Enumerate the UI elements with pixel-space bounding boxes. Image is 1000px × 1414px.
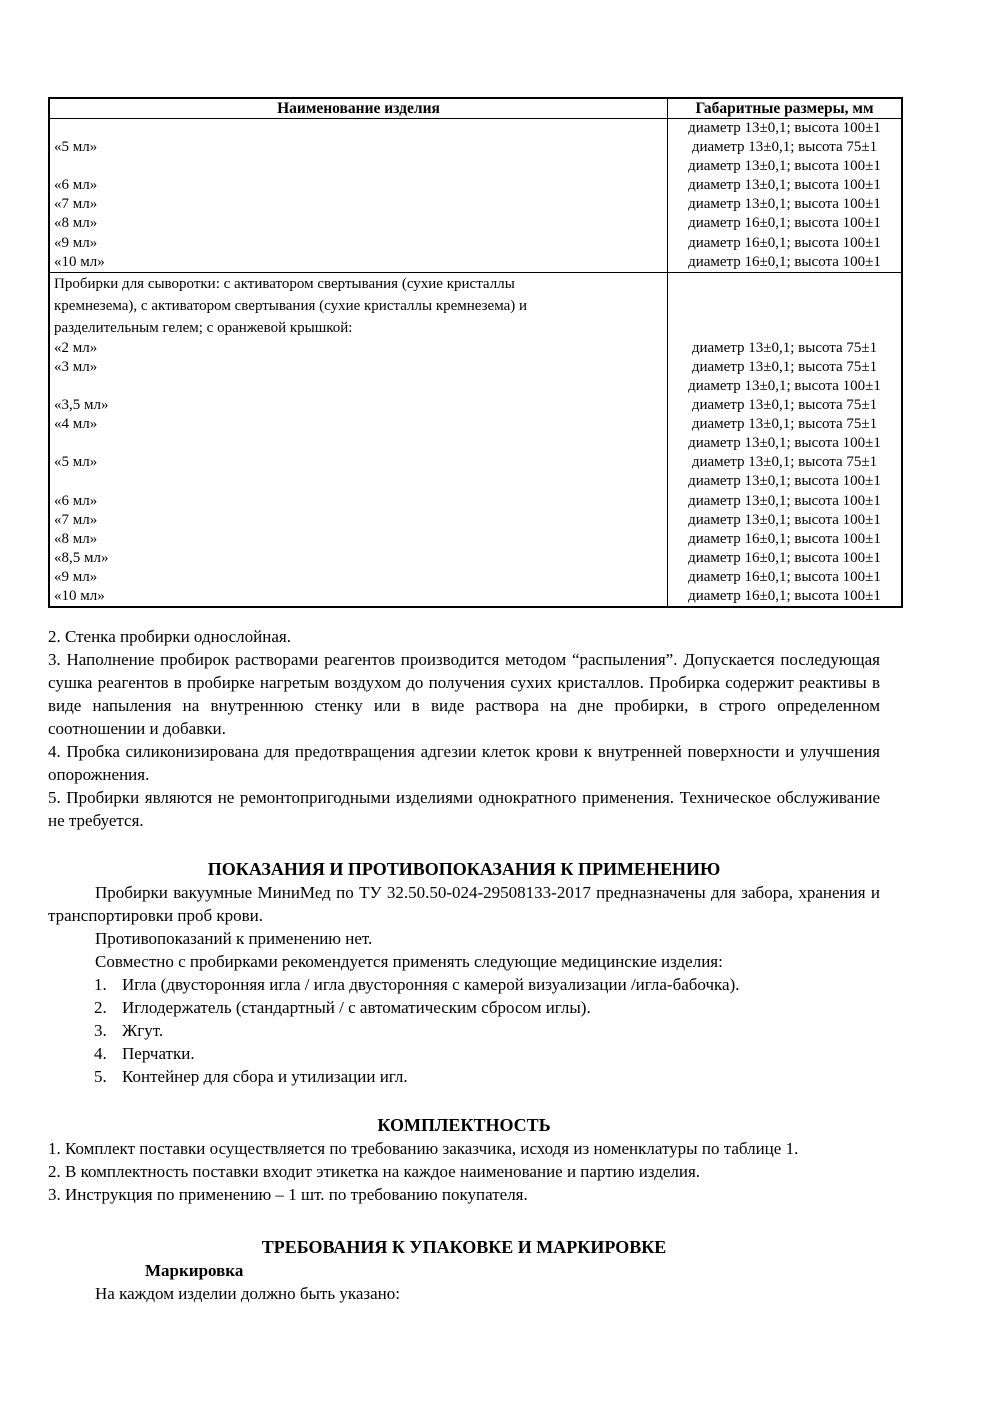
list-item-text: Контейнер для сбора и утилизации игл. [122, 1067, 408, 1087]
list-item-number: 4. [94, 1044, 107, 1064]
product-name-cell: «4 мл» [54, 416, 98, 433]
list-item-number: 1. [94, 975, 107, 995]
products-table [48, 97, 903, 608]
dimensions-cell: диаметр 13±0,1; высота 100±1 [688, 473, 881, 490]
packaging-section [48, 1236, 880, 1305]
features-paragraph-5: 5. Пробирки являются не ремонтопригодными изделиями однократного применения. Техническое обслуживание не требуется. [48, 788, 880, 831]
dimensions-cell: диаметр 16±0,1; высота 100±1 [688, 568, 881, 585]
list-item-number: 5. [94, 1067, 107, 1087]
dimensions-cell: диаметр 13±0,1; высота 75±1 [691, 358, 878, 375]
dimensions-cell: диаметр 13±0,1; высота 75±1 [691, 339, 878, 356]
completeness-item-1: 1. Комплект поставки осуществляется по требованию заказчика, исходя из номенклатуры по таблице 1. [48, 1139, 799, 1159]
product-name-cell [54, 119, 667, 138]
dimensions-cell: диаметр 13±0,1; высота 100±1 [688, 120, 881, 136]
empty-cell [668, 273, 901, 339]
product-name-cell: «10 мл» [54, 253, 105, 270]
product-name-cell: «5 мл» [54, 454, 98, 471]
dimensions-cell: диаметр 16±0,1; высота 100±1 [688, 253, 881, 270]
product-name-cell: «7 мл» [54, 196, 98, 213]
product-name-cell: «8,5 мл» [54, 549, 109, 566]
features-paragraph-3: 3. Наполнение пробирок растворами реагентов производится методом “распыления”. Допускается последующая сушка реагентов в пробирке нагретым воздухом до получения сухих кристаллов. Пробирка содержит реактивы в виде напыления на внутреннюю стенку или в виде раствора на дне пробирки, в строго определенном соотношении и добавки. [48, 650, 880, 739]
indications-paragraph-3: Совместно с пробирками рекомендуется применять следующие медицинские изделия: [95, 952, 723, 972]
indications-paragraph-2: Противопоказаний к применению нет. [95, 929, 373, 949]
table-header-row [50, 99, 901, 119]
dimensions-cell: диаметр 13±0,1; высота 100±1 [688, 196, 881, 213]
dimensions-cell: диаметр 13±0,1; высота 100±1 [688, 377, 881, 394]
list-item-text: Иглодержатель (стандартный / с автоматическим сбросом иглы). [122, 998, 591, 1018]
list-item [48, 1042, 880, 1065]
recommended-devices-list [48, 973, 880, 1088]
dimensions-column [668, 119, 901, 272]
dimensions-cell: диаметр 16±0,1; высота 100±1 [688, 530, 881, 547]
dimensions-cell: диаметр 13±0,1; высота 100±1 [688, 177, 881, 194]
dimensions-cell: диаметр 13±0,1; высота 75±1 [691, 416, 878, 433]
packaging-heading: ТРЕБОВАНИЯ К УПАКОВКЕ И МАРКИРОВКЕ [261, 1237, 667, 1258]
completeness-item-2: 2. В комплектность поставки входит этикетка на каждое наименование и партию изделия. [48, 1162, 701, 1182]
product-name-cell: «3 мл» [54, 358, 98, 375]
dimensions-column [668, 273, 901, 606]
list-item-text: Перчатки. [122, 1044, 195, 1064]
product-name-cell: «3,5 мл» [54, 397, 109, 414]
list-item [48, 973, 880, 996]
product-name-cell [54, 472, 667, 491]
dimensions-cell: диаметр 13±0,1; высота 100±1 [688, 158, 881, 175]
completeness-section [48, 1114, 880, 1206]
list-item-number: 3. [94, 1021, 107, 1041]
list-item [48, 1019, 880, 1042]
completeness-heading: КОМПЛЕКТНОСТЬ [377, 1115, 551, 1136]
product-name-cell [54, 434, 667, 453]
dimensions-cell: диаметр 16±0,1; высота 100±1 [688, 549, 881, 566]
product-name-cell: «9 мл» [54, 568, 98, 585]
product-name-column [50, 119, 668, 272]
product-name-cell: «6 мл» [54, 177, 98, 194]
dimensions-cell: диаметр 16±0,1; высота 100±1 [688, 587, 881, 604]
product-name-cell: «9 мл» [54, 234, 98, 251]
table-group-volumes [50, 119, 901, 272]
indications-heading: ПОКАЗАНИЯ И ПРОТИВОПОКАЗАНИЯ К ПРИМЕНЕНИЮ [207, 859, 721, 880]
list-item [48, 1065, 880, 1088]
col-header-dimensions: Габаритные размеры, мм [695, 100, 874, 117]
dimensions-cell: диаметр 13±0,1; высота 75±1 [691, 397, 878, 414]
indications-paragraph-1: Пробирки вакуумные МиниМед по ТУ 32.50.50-024-29508133-2017 предназначены для забора, хранения и транспортировки проб крови. [48, 883, 880, 926]
list-item-number: 2. [94, 998, 107, 1018]
features-paragraph-2: 2. Стенка пробирки однослойная. [48, 627, 291, 647]
list-item [48, 996, 880, 1019]
dimensions-cell: диаметр 13±0,1; высота 100±1 [688, 492, 881, 509]
product-name-cell: «2 мл» [54, 339, 98, 356]
product-name-cell: «7 мл» [54, 511, 98, 528]
product-name-cell [54, 377, 667, 396]
marking-paragraph: На каждом изделии должно быть указано: [95, 1284, 400, 1304]
dimensions-cell: диаметр 13±0,1; высота 75±1 [691, 139, 878, 156]
list-item-text: Жгут. [122, 1021, 164, 1041]
dimensions-cell: диаметр 13±0,1; высота 75±1 [691, 454, 878, 471]
dimensions-cell: диаметр 13±0,1; высота 100±1 [688, 511, 881, 528]
list-item-text: Игла (двусторонняя игла / игла двусторонняя с камерой визуализации /игла-бабочка). [122, 975, 740, 995]
product-name-cell: «5 мл» [54, 139, 98, 156]
table-group-serum-tubes [50, 272, 901, 606]
col-header-product-name: Наименование изделия [50, 99, 668, 118]
features-paragraph-4: 4. Пробка силиконизирована для предотвращения адгезии клеток крови к внутренней поверхности и улучшения опорожнения. [48, 742, 880, 785]
marking-subheading: Маркировка [145, 1261, 244, 1281]
features-section [48, 625, 880, 832]
product-name-column [50, 273, 668, 606]
indications-section [48, 858, 880, 1088]
serum-tubes-description: Пробирки для сыворотки: с активатором свертывания (сухие кристаллы кремнезема), с активатором свертывания (сухие кристаллы кремнезема) и разделительным гелем; с оранжевой крышкой: [54, 275, 528, 336]
product-name-cell: «6 мл» [54, 492, 98, 509]
dimensions-cell: диаметр 16±0,1; высота 100±1 [688, 234, 881, 251]
completeness-item-3: 3. Инструкция по применению – 1 шт. по требованию покупателя. [48, 1185, 528, 1205]
product-name-cell: «8 мл» [54, 530, 98, 547]
product-name-cell: «10 мл» [54, 587, 105, 604]
product-name-cell [54, 157, 667, 176]
dimensions-cell: диаметр 13±0,1; высота 100±1 [688, 435, 881, 452]
product-name-cell: «8 мл» [54, 215, 98, 232]
dimensions-cell: диаметр 16±0,1; высота 100±1 [688, 215, 881, 232]
